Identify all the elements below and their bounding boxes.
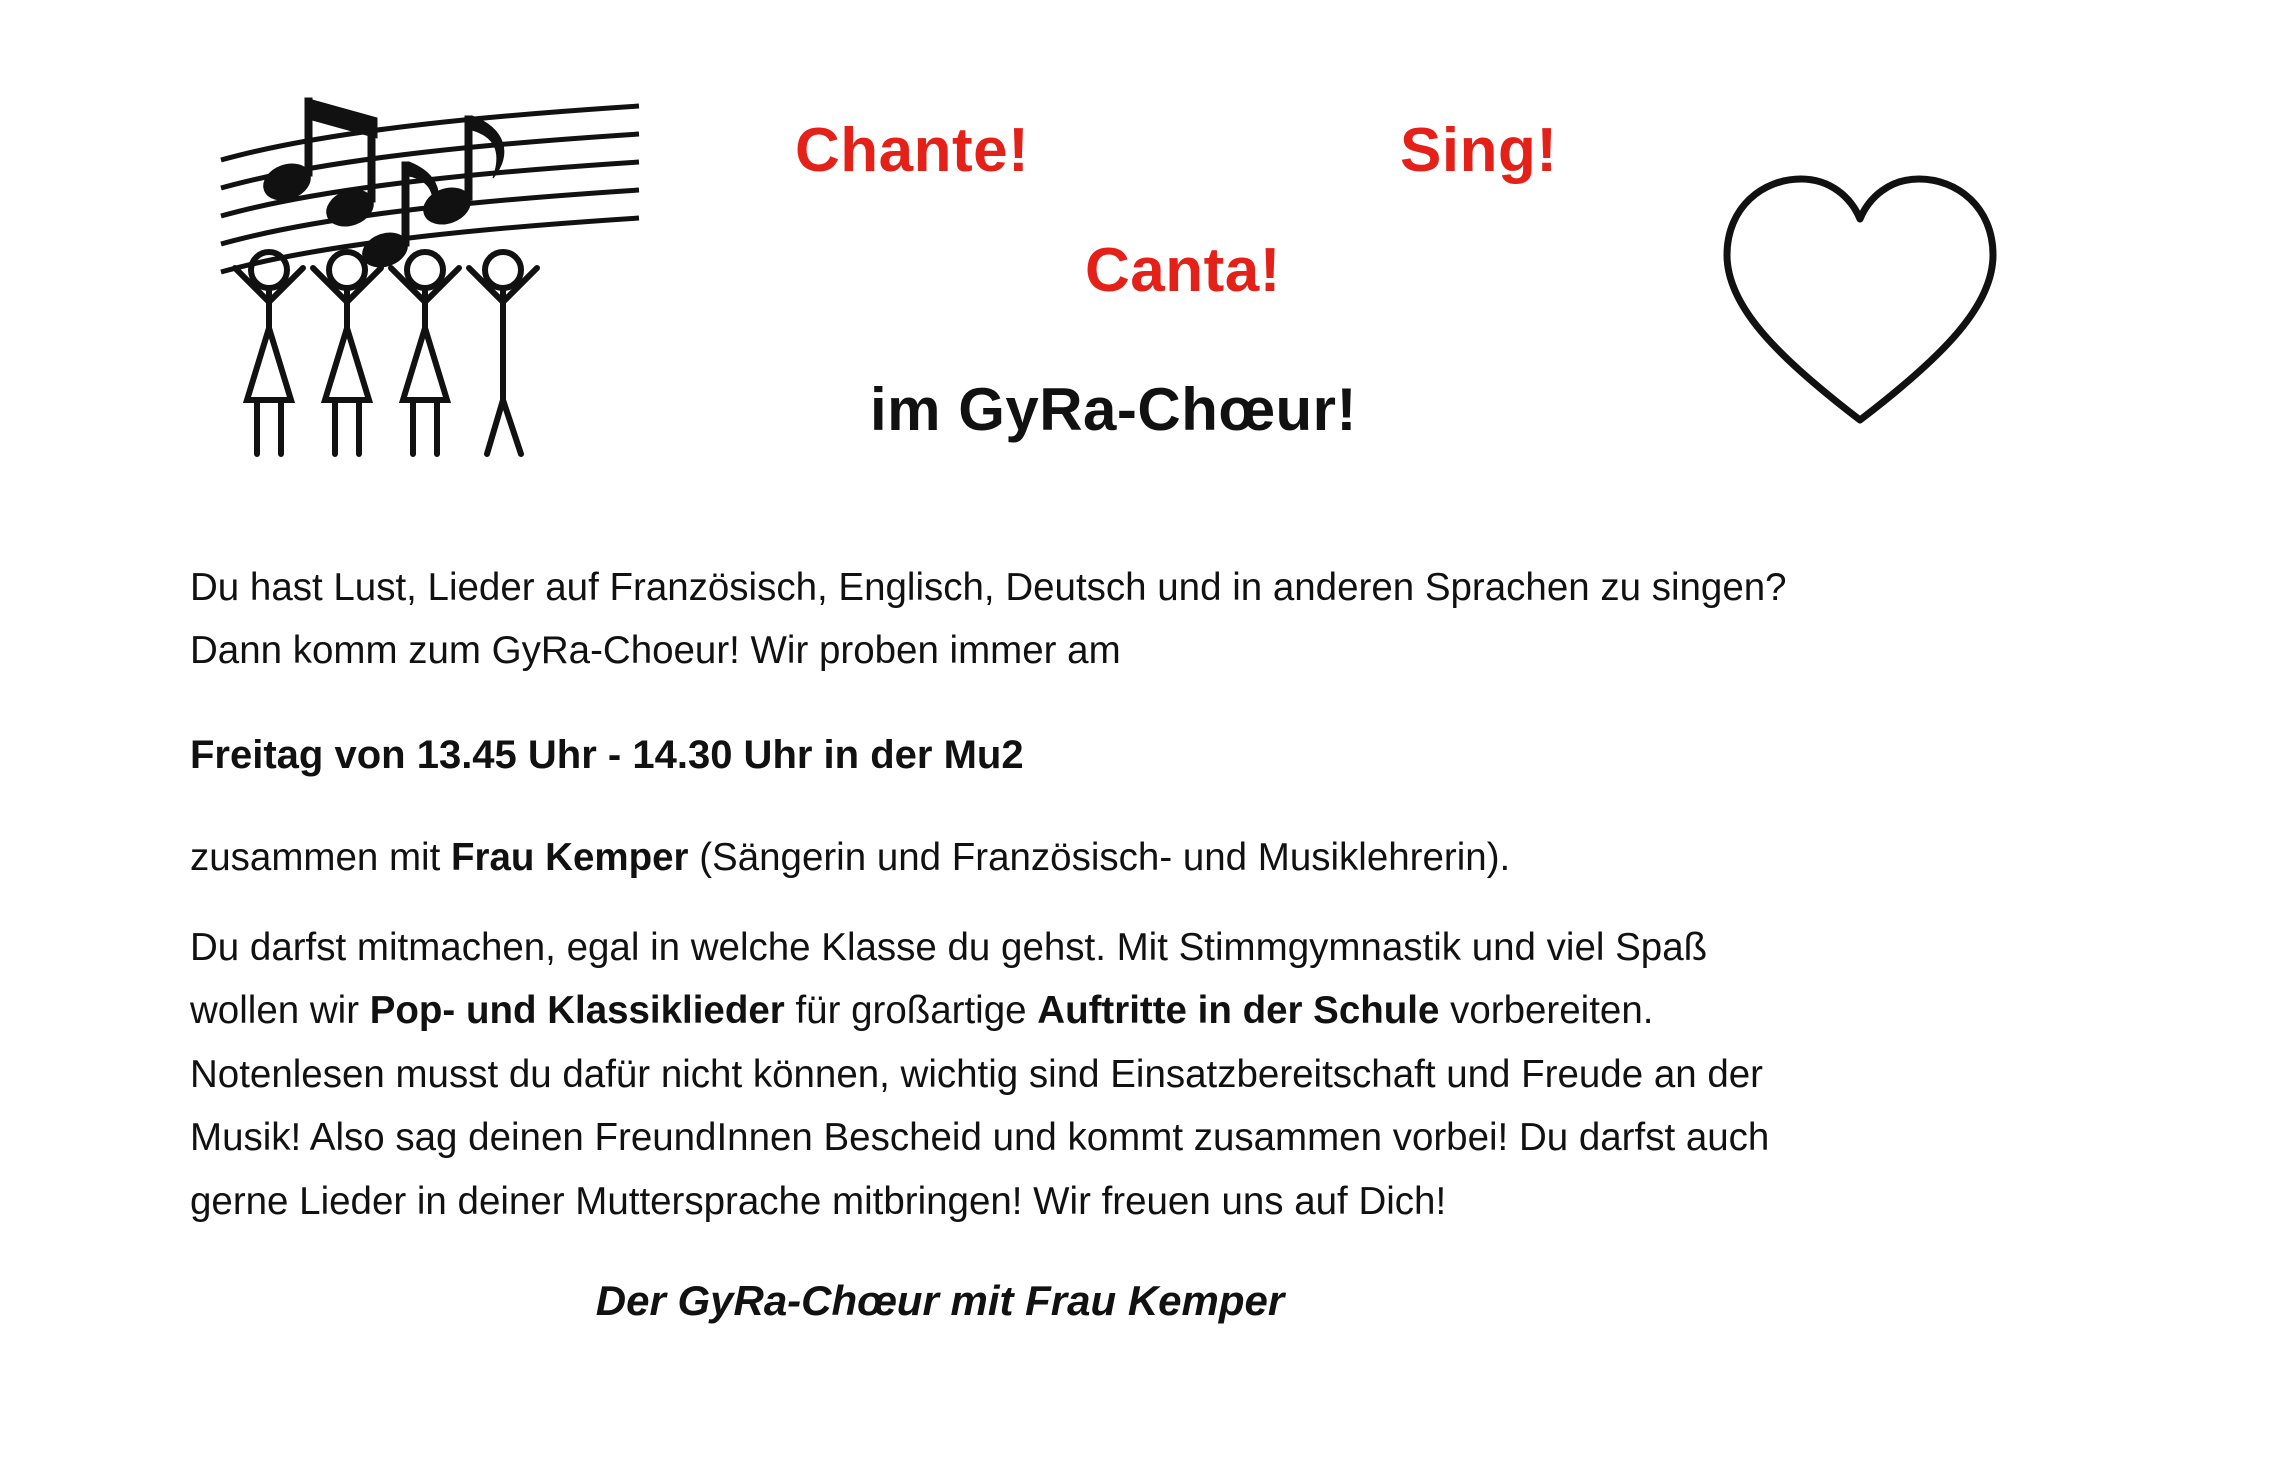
teacher-line	[190, 830, 2120, 885]
detail-2-c: für großartige	[784, 989, 1038, 1033]
flyer-body	[190, 560, 2120, 1332]
teacher-name: Frau Kemper	[451, 836, 689, 880]
detail-2-performances: Auftritte in der Schule	[1037, 989, 1440, 1033]
intro-line-2: Dann komm zum GyRa-Choeur! Wir proben immer am	[190, 629, 1121, 673]
detail-2-e: vorbereiten.	[1439, 989, 1654, 1033]
signature-line: Der GyRa-Chœur mit Frau Kemper	[595, 1277, 1285, 1325]
shout-sing: Sing!	[1400, 116, 1558, 185]
shout-canta: Canta!	[1085, 236, 1281, 305]
detail-line-2	[190, 983, 2120, 1038]
detail-line-3: Notenlesen musst du dafür nicht können, wichtig sind Einsatzbereitschaft und Freude an der	[190, 1052, 1763, 1096]
heart-outline-icon	[1715, 165, 2005, 435]
intro-line-1: Du hast Lust, Lieder auf Französisch, Englisch, Deutsch und in anderen Sprachen zu singen?	[190, 566, 1787, 609]
shout-chante: Chante!	[795, 116, 1030, 185]
detail-line-1: Du darfst mitmachen, egal in welche Klasse du gehst. Mit Stimmgymnastik und viel Spaß	[190, 925, 1708, 969]
flyer-header	[0, 0, 2282, 520]
detail-line-5: gerne Lieder in deiner Muttersprache mitbringen! Wir freuen uns auf Dich!	[190, 1179, 1447, 1223]
detail-2-songs: Pop- und Klassiklieder	[369, 989, 785, 1033]
page-title: im GyRa-Chœur!	[870, 376, 1357, 443]
rehearsal-schedule: Freitag von 13.45 Uhr - 14.30 Uhr in der Mu2	[190, 732, 1024, 777]
detail-2-a: wollen wir	[190, 989, 370, 1033]
teacher-line-suffix: (Sängerin und Französisch- und Musiklehrerin).	[688, 836, 1511, 880]
teacher-line-prefix: zusammen mit	[190, 836, 452, 880]
choir-singers-with-music-notes-icon	[215, 70, 645, 490]
detail-line-4: Musik! Also sag deinen FreundInnen Bescheid und kommt zusammen vorbei! Du darfst auch	[190, 1116, 1770, 1160]
